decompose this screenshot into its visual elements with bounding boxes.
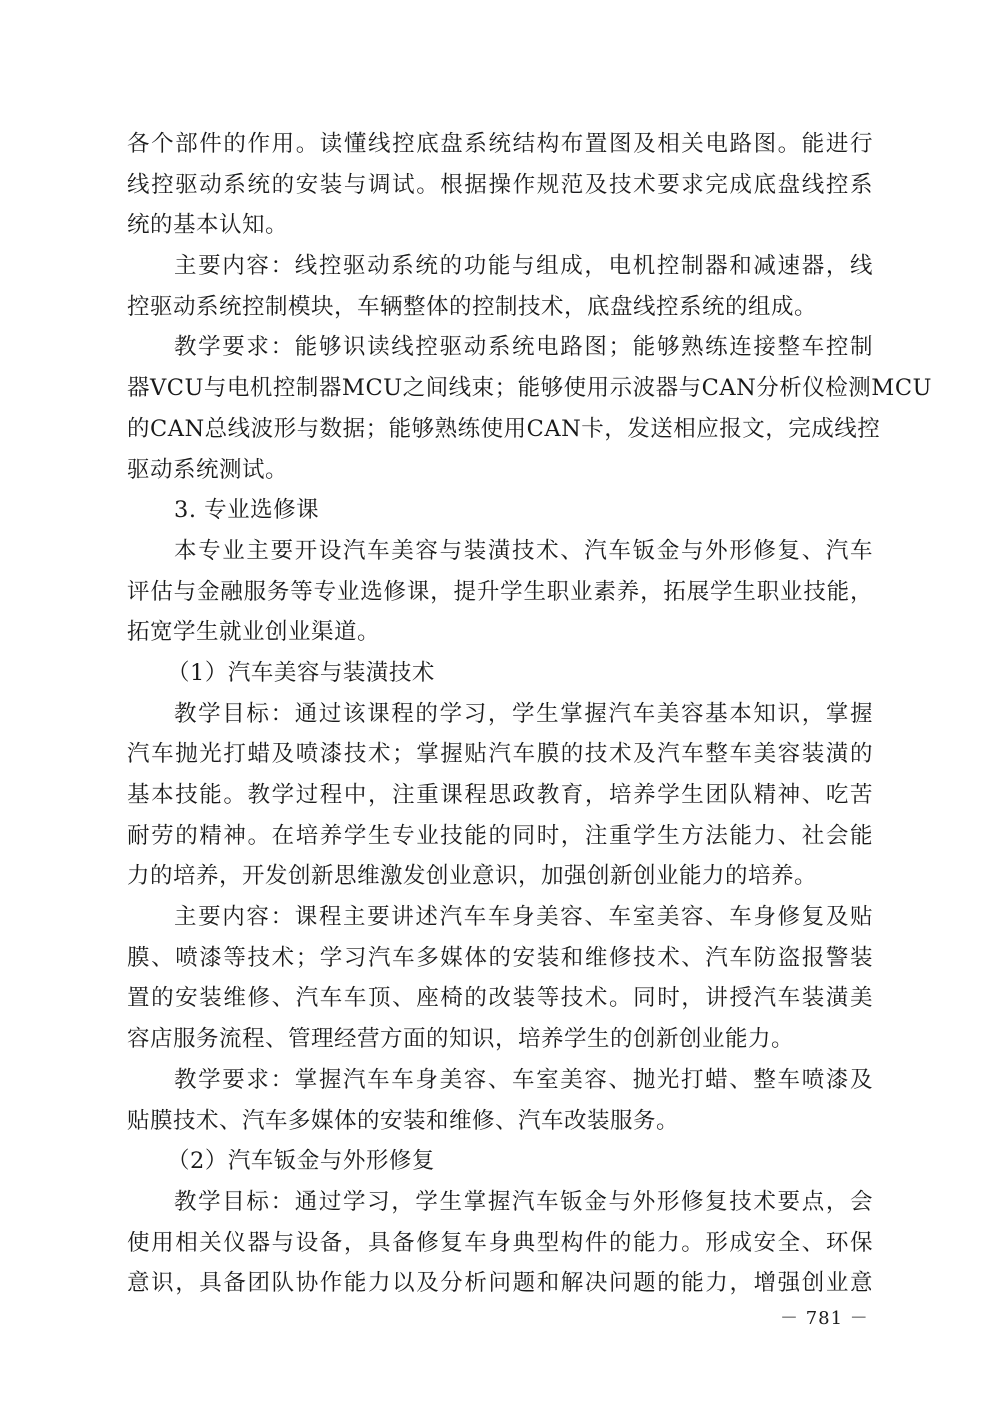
text-line: 器VCU与电机控制器MCU之间线束；能够使用示波器与CAN分析仪检测MCU — [127, 375, 933, 402]
text-line: 拓宽学生就业创业渠道。 — [127, 619, 381, 646]
text-line: 各个部件的作用。读懂线控底盘系统结构布置图及相关电路图。能进行 — [127, 131, 873, 157]
text-line: 控驱动系统控制模块，车辆整体的控制技术，底盘线控系统的组成。 — [127, 293, 818, 320]
section-heading: 3. 专业选修课 — [174, 497, 320, 524]
text-line: 教学要求：掌握汽车车身美容、车室美容、抛光打蜡、整车喷漆及 — [174, 1066, 873, 1093]
text-line: 贴膜技术、汽车多媒体的安装和维修、汽车改装服务。 — [127, 1107, 680, 1134]
text-line: 主要内容：课程主要讲述汽车车身美容、车室美容、车身修复及贴 — [174, 904, 873, 931]
text-line: 膜、喷漆等技术；学习汽车多媒体的安装和维修技术、汽车防盗报警装 — [127, 944, 873, 971]
text-line: 容店服务流程、管理经营方面的知识，培养学生的创新创业能力。 — [127, 1026, 795, 1053]
text-line: 的CAN总线波形与数据；能够熟练使用CAN卡，发送相应报文，完成线控 — [127, 415, 881, 442]
text-line: 汽车抛光打蜡及喷漆技术；掌握贴汽车膜的技术及汽车整车美容装潢的 — [127, 741, 873, 768]
text-line: 基本技能。教学过程中，注重课程思政教育，培养学生团队精神、吃苦 — [127, 782, 873, 808]
text-line: 使用相关仪器与设备，具备修复车身典型构件的能力。形成安全、环保 — [127, 1229, 873, 1256]
text-line: 耐劳的精神。在培养学生专业技能的同时，注重学生方法能力、社会能 — [127, 822, 873, 849]
text-line: 主要内容：线控驱动系统的功能与组成，电机控制器和减速器，线 — [174, 253, 873, 280]
text-line: 本专业主要开设汽车美容与装潢技术、汽车钣金与外形修复、汽车 — [174, 537, 873, 564]
subsection-heading: （2）汽车钣金与外形修复 — [167, 1148, 435, 1175]
body-text — [127, 124, 933, 1304]
page-number: － 781 － — [780, 1308, 869, 1329]
text-line: 意识，具备团队协作能力以及分析问题和解决问题的能力，增强创业意 — [127, 1270, 873, 1297]
text-line: 教学要求：能够识读线控驱动系统电路图；能够熟练连接整车控制 — [174, 334, 873, 361]
subsection-heading: （1）汽车美容与装潢技术 — [167, 659, 435, 686]
text-line: 统的基本认知。 — [127, 212, 289, 239]
text-line: 教学目标：通过学习，学生掌握汽车钣金与外形修复技术要点，会 — [174, 1188, 873, 1215]
text-line: 评估与金融服务等专业选修课，提升学生职业素养，拓展学生职业技能， — [127, 578, 873, 605]
text-line: 线控驱动系统的安装与调试。根据操作规范及技术要求完成底盘线控系 — [127, 171, 873, 198]
text-line: 置的安装维修、汽车车顶、座椅的改装等技术。同时，讲授汽车装潢美 — [127, 985, 873, 1012]
text-line: 教学目标：通过该课程的学习，学生掌握汽车美容基本知识，掌握 — [174, 700, 873, 727]
text-line: 力的培养，开发创新思维激发创业意识，加强创新创业能力的培养。 — [127, 863, 818, 890]
text-line: 驱动系统测试。 — [127, 456, 289, 483]
